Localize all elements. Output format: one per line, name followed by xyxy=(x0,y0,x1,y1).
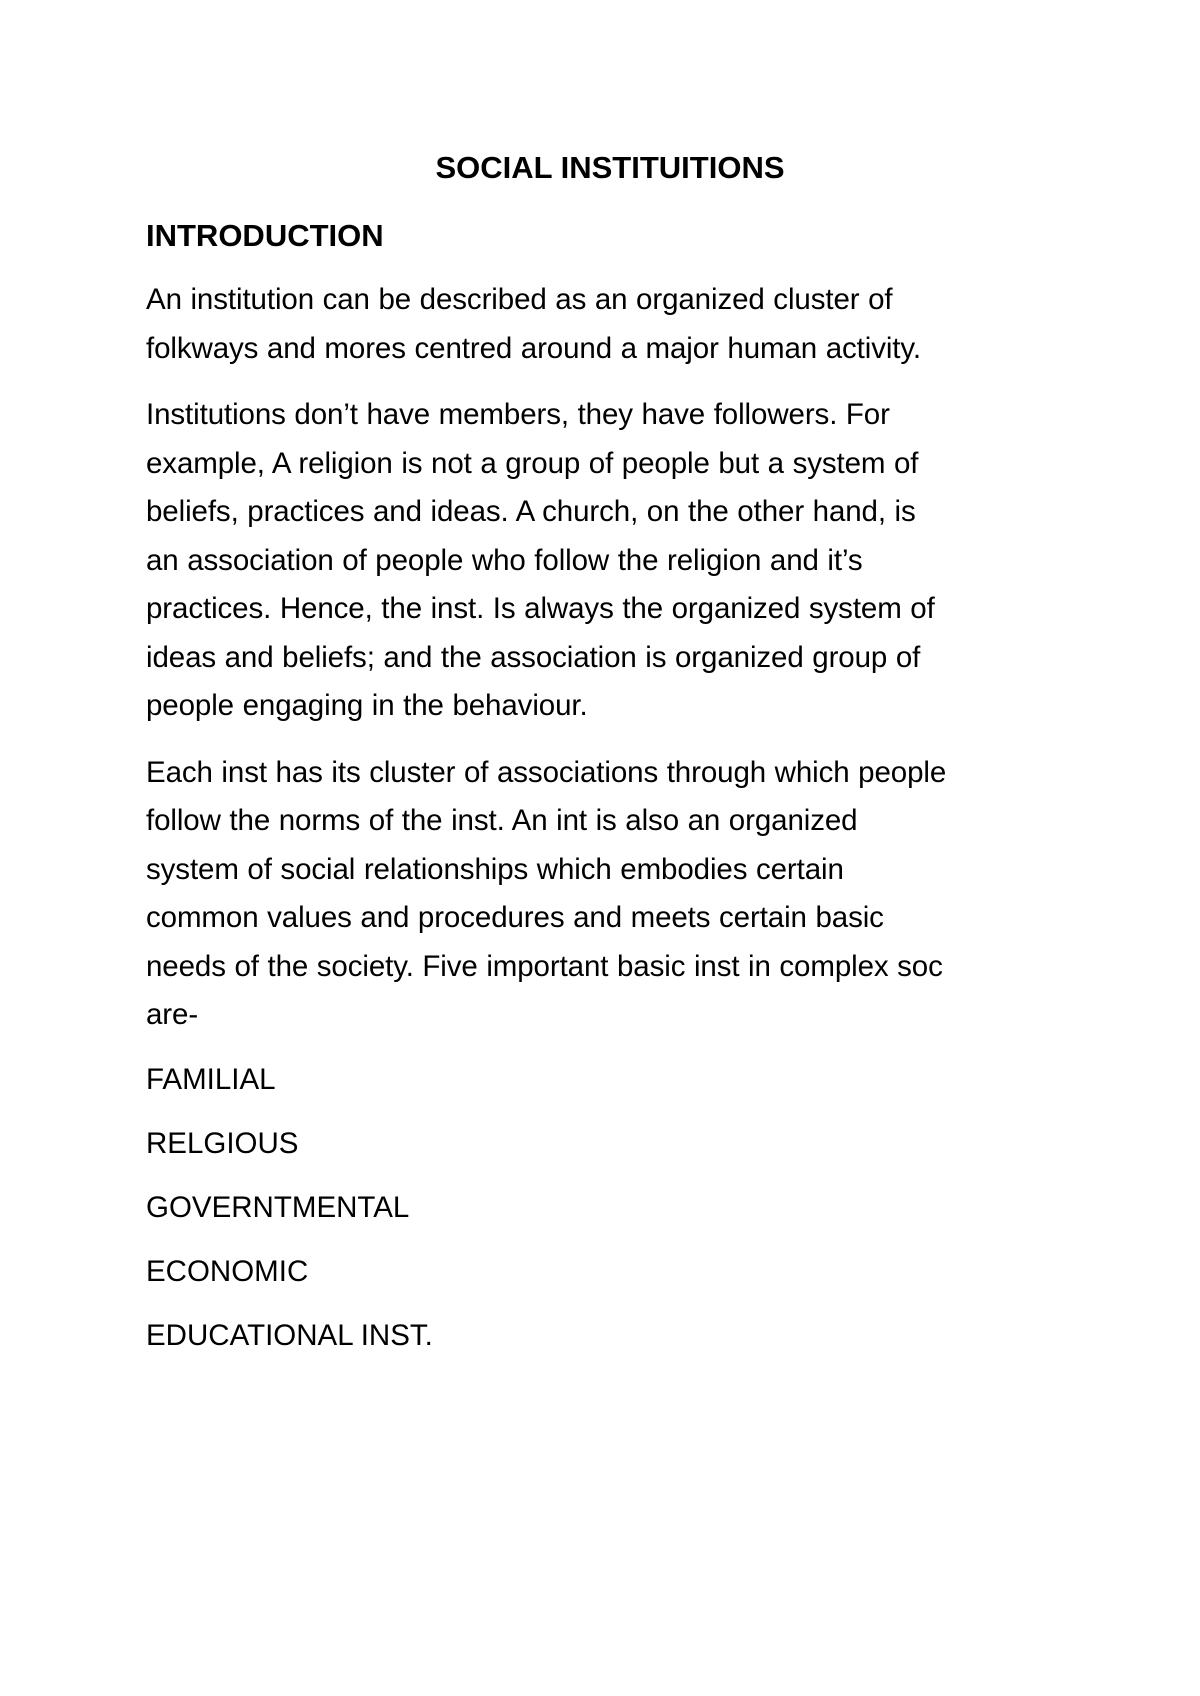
paragraph-line: an association of people who follow the religion and it’s xyxy=(146,543,863,577)
institution-item-educational: EDUCATIONAL INST. xyxy=(146,1318,433,1352)
paragraph-line: follow the norms of the inst. An int is also an organized xyxy=(146,804,858,837)
section-heading-introduction: INTRODUCTION xyxy=(146,218,384,253)
paragraph-associations xyxy=(146,749,1066,1040)
paragraph-line: common values and procedures and meets certain basic xyxy=(146,901,884,934)
institution-list xyxy=(146,1056,1066,1361)
document-title: SOCIAL INSTITUITIONS xyxy=(435,150,785,185)
paragraph-line: practices. Hence, the inst. Is always the organized system of xyxy=(146,592,935,625)
paragraph-line: ideas and beliefs; and the association is organized group of xyxy=(146,640,921,674)
paragraph-line: Institutions don’t have members, they have followers. For xyxy=(146,398,890,431)
institution-item-familial: FAMILIAL xyxy=(146,1062,276,1096)
paragraph-line: An institution can be described as an organized cluster of xyxy=(146,283,893,316)
paragraph-members-followers xyxy=(146,391,1066,731)
paragraph-line: system of social relationships which embodies certain xyxy=(146,852,844,886)
paragraph-line: example, A religion is not a group of people but a system of xyxy=(146,446,919,480)
document-body xyxy=(146,146,1066,1376)
institution-item-religious: RELGIOUS xyxy=(146,1126,299,1160)
paragraph-line: Each inst has its cluster of associations through which people xyxy=(146,755,947,789)
institution-item-governmental: GOVERNTMENTAL xyxy=(146,1190,410,1224)
paragraph-line: beliefs, practices and ideas. A church, on the other hand, is xyxy=(146,495,916,528)
paragraph-line: are- xyxy=(146,998,199,1031)
paragraph-line: needs of the society. Five important basic inst in complex soc xyxy=(146,949,943,983)
paragraph-line: people engaging in the behaviour. xyxy=(146,689,588,722)
paragraph-definition xyxy=(146,276,1066,373)
institution-item-economic: ECONOMIC xyxy=(146,1254,309,1288)
paragraph-line: folkways and mores centred around a major human activity. xyxy=(146,331,921,365)
